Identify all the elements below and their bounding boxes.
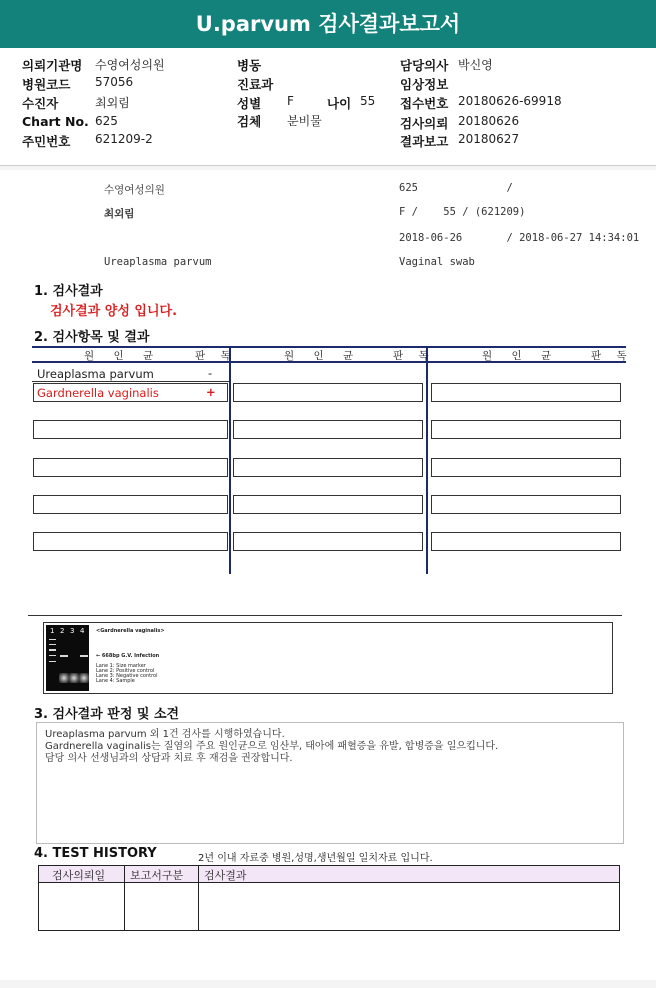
report-chart: 625 / [399, 182, 513, 194]
gel-legend-3: Lane 3: Negative control [96, 673, 158, 679]
report-organism: Ureaplasma parvum [104, 256, 212, 268]
gel-legend-1: Lane 1: Size marker [96, 663, 146, 669]
empty-cell [233, 458, 423, 477]
resident-value: 621209-2 [95, 132, 153, 146]
doctor-label: 담당의사 [400, 58, 449, 73]
empty-cell [33, 532, 228, 551]
request-label: 검사의뢰 [400, 116, 449, 131]
report-patient: 최외림 [104, 208, 135, 220]
row2-result: + [206, 385, 216, 399]
institution-label: 의뢰기관명 [22, 58, 83, 73]
row1-result: - [208, 366, 213, 380]
sex-label: 성별 [237, 96, 262, 111]
row2-cell-3 [431, 383, 621, 402]
gel-band-label: ← 668bp G.V. Infection [96, 653, 160, 659]
chart-value: 625 [95, 114, 118, 128]
doctor-value: 박신영 [458, 58, 493, 72]
receipt-label: 접수번호 [400, 96, 449, 111]
lane-number: 1 [50, 627, 55, 635]
report-document [0, 170, 656, 980]
history-col-request-date: 검사의뢰일 [52, 869, 106, 882]
row1-underline [32, 381, 229, 382]
report-value: 20180627 [458, 132, 520, 146]
empty-cell [431, 495, 621, 514]
table-divider-1 [229, 346, 231, 574]
code-label: 병원코드 [22, 77, 71, 92]
opinion-line-3: 담당 의사 선생님과의 상담과 치료 후 재검을 권장합니다. [45, 753, 293, 764]
report-sex-age: F / 55 / (621209) [399, 206, 526, 218]
institution-value: 수영여성의원 [95, 58, 165, 72]
ward-label: 병동 [237, 58, 262, 73]
patient-value: 최외림 [95, 96, 130, 110]
history-note: 2년 이내 자료중 병원,성명,생년월일 일치자료 입니다. [198, 853, 433, 864]
empty-cell [431, 458, 621, 477]
age-label: 나이 [327, 96, 352, 111]
report-label: 결과보고 [400, 134, 449, 149]
receipt-value: 20180626-69918 [458, 94, 562, 108]
col-organism-1: 원 인 균 [84, 350, 162, 362]
section2-heading: 2. 검사항목 및 결과 [34, 330, 150, 345]
section1-heading: 1. 검사결과 [34, 284, 103, 299]
age-value: 55 [360, 94, 376, 108]
report-specimen: Vaginal swab [399, 256, 475, 268]
report-title: U.parvum 검사결과보고서 [195, 12, 461, 36]
specimen-label: 검체 [237, 114, 262, 129]
clinical-label: 임상정보 [400, 77, 449, 92]
gel-electrophoresis-image [43, 622, 613, 694]
lane-number: 4 [80, 627, 85, 635]
gel-caption: <Gardnerella vaginalis> [96, 628, 165, 634]
chart-label: Chart No. [22, 114, 89, 129]
gel-photo [46, 625, 89, 691]
report-title-bar [0, 0, 656, 48]
gel-legend-2: Lane 2: Positive control [96, 668, 155, 674]
empty-cell [33, 495, 228, 514]
empty-cell [33, 420, 228, 439]
lane-number: 3 [70, 627, 75, 635]
opinion-line-2: Gardnerella vaginalis는 질염의 주요 원인균으로 임산부, 태아에 패혈증을 유발, 합병증을 일으킵니다. [45, 741, 499, 752]
history-col-report-type: 보고서구분 [130, 869, 184, 882]
col-judge-1: 판 독 [195, 350, 237, 362]
empty-cell [33, 458, 228, 477]
dept-label: 진료과 [237, 77, 274, 92]
gel-legend-4: Lane 4: Sample [96, 678, 135, 684]
sex-value: F [287, 94, 294, 108]
empty-cell [233, 532, 423, 551]
opinion-line-1: Ureaplasma parvum 외 1건 검사를 시행하였습니다. [45, 729, 285, 740]
history-header-row [38, 865, 620, 883]
code-value: 57056 [95, 75, 134, 89]
patient-info-panel [0, 48, 656, 166]
opinion-box [36, 722, 624, 844]
row2-organism: Gardnerella vaginalis [37, 386, 159, 400]
section3-heading: 3. 검사결과 판정 및 소견 [34, 707, 180, 722]
col-judge-3: 판 독 [591, 350, 633, 362]
table-divider-2 [426, 346, 428, 574]
patient-label: 수진자 [22, 96, 59, 111]
lane-number: 2 [60, 627, 65, 635]
request-value: 20180626 [458, 114, 520, 128]
col-judge-2: 판 독 [393, 350, 435, 362]
history-col-result: 검사결과 [204, 869, 247, 882]
col-organism-3: 원 인 균 [482, 350, 560, 362]
empty-cell [233, 420, 423, 439]
report-dates: 2018-06-26 / 2018-06-27 14:34:01 [399, 232, 640, 244]
empty-cell [431, 420, 621, 439]
specimen-value: 분비물 [287, 114, 322, 128]
section1-result: 검사결과 양성 입니다. [50, 304, 178, 319]
empty-cell [233, 495, 423, 514]
row1-organism: Ureaplasma parvum [37, 367, 154, 381]
empty-cell [431, 532, 621, 551]
section4-heading: 4. TEST HISTORY [34, 846, 157, 861]
history-body [38, 883, 620, 931]
resident-label: 주민번호 [22, 134, 71, 149]
row2-cell-2 [233, 383, 423, 402]
col-organism-2: 원 인 균 [284, 350, 362, 362]
report-clinic: 수영여성의원 [104, 184, 165, 196]
gel-separator [28, 615, 622, 616]
